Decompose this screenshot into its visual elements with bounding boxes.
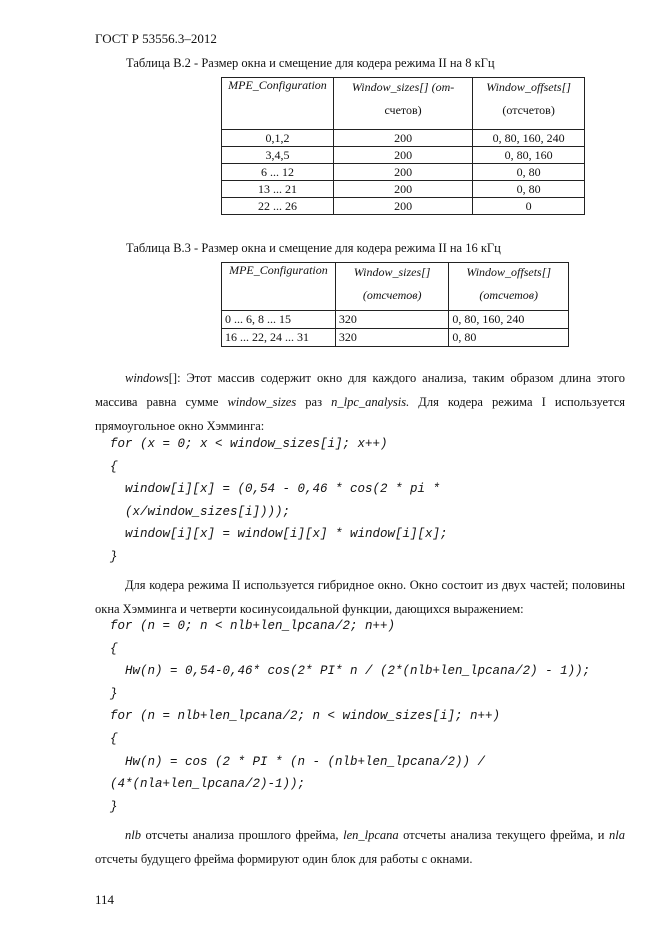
code-line: { <box>110 731 118 746</box>
table-cell: 0, 80 <box>449 329 569 347</box>
table-cell: 320 <box>335 311 449 329</box>
table-cell: 0, 80 <box>473 181 585 198</box>
code-line: window[i][x] = (0,54 - 0,46 * cos(2 * pi * <box>110 482 441 497</box>
term-len-lpcana: len_lpcana <box>343 828 399 842</box>
header-window-sizes: Window_sizes[] (от- счетов) <box>333 78 472 130</box>
table-cell: 22 ... 26 <box>222 198 334 215</box>
table-cell: 200 <box>333 198 472 215</box>
term-nlb: nlb <box>125 828 141 842</box>
table-cell: 320 <box>335 329 449 347</box>
table-cell: 0 ... 6, 8 ... 15 <box>222 311 336 329</box>
code-line: window[i][x] = window[i][x] * window[i][x]; <box>110 527 448 542</box>
term-nla: nla <box>609 828 625 842</box>
table-row <box>222 311 569 329</box>
header-window-offsets: Window_offsets[] (отсчетов) <box>449 263 569 311</box>
table-cell: 0,1,2 <box>222 130 334 147</box>
code-line: } <box>110 686 118 701</box>
term-n-lpc-analysis: n_lpc_analysis. <box>331 395 410 409</box>
code-line: } <box>110 799 118 814</box>
table-b3 <box>221 262 569 347</box>
table-row <box>222 130 585 147</box>
table-header-row <box>222 263 569 311</box>
code-line: { <box>110 459 118 474</box>
table-row <box>222 164 585 181</box>
table-b2-caption: Таблица В.2 - Размер окна и смещение для кодера режима II на 8 кГц <box>126 56 495 70</box>
table-header-row <box>222 78 585 130</box>
code-line: Hw(n) = cos (2 * PI * (n - (nlb+len_lpcana/2)) / <box>110 754 486 769</box>
code-line: (4*(nla+len_lpcana/2)-1)); <box>110 777 306 792</box>
table-cell: 200 <box>333 130 472 147</box>
table-row <box>222 329 569 347</box>
term-window-sizes: window_sizes <box>227 395 297 409</box>
page-number: 114 <box>95 892 115 907</box>
paragraph-windows: windows[]: Этот массив содержит окно для каждого анализа, таким образом длина этого массива равна сумме window_sizes раз n_lpc_analysis. Для кодера режима I используется прямоугольное окно Хэмминга: <box>95 371 625 433</box>
code-line: { <box>110 641 118 656</box>
code-block-hybrid <box>110 619 590 822</box>
header-mpe-configuration: MPE_Configuration <box>222 78 334 130</box>
table-cell: 200 <box>333 181 472 198</box>
table-cell: 13 ... 21 <box>222 181 334 198</box>
table-cell: 0, 80, 160, 240 <box>473 130 585 147</box>
term-windows: windows <box>125 371 169 385</box>
code-line: (x/window_sizes[i]))); <box>110 504 291 519</box>
paragraph-frames: nlb отсчеты анализа прошлого фрейма, len_lpcana отсчеты анализа текущего фрейма, и nla отсчеты будущего фрейма формируют один блок для работы с окнами. <box>95 828 625 866</box>
paragraph-hybrid-window: Для кодера режима II используется гибридное окно. Окно состоит из двух частей; половины окна Хэмминга и четверти косинусоидальной функции, дающихся выражением: <box>95 578 625 616</box>
code-block-hamming <box>110 437 448 573</box>
table-cell: 3,4,5 <box>222 147 334 164</box>
table-cell: 0, 80, 160 <box>473 147 585 164</box>
table-cell: 0 <box>473 198 585 215</box>
table-b2 <box>221 77 585 215</box>
header-window-sizes: Window_sizes[] (отсчетов) <box>335 263 449 311</box>
table-row <box>222 181 585 198</box>
code-line: for (x = 0; x < window_sizes[i]; x++) <box>110 437 388 451</box>
table-cell: 200 <box>333 164 472 181</box>
table-cell: 6 ... 12 <box>222 164 334 181</box>
table-row <box>222 198 585 215</box>
code-line: for (n = nlb+len_lpcana/2; n < window_sizes[i]; n++) <box>110 709 501 724</box>
table-cell: 0, 80 <box>473 164 585 181</box>
table-cell: 0, 80, 160, 240 <box>449 311 569 329</box>
header-mpe-configuration: MPE_Configuration <box>222 263 336 311</box>
document-header: ГОСТ Р 53556.3–2012 <box>95 31 217 46</box>
table-b3-caption: Таблица В.3 - Размер окна и смещение для кодера режима II на 16 кГц <box>126 241 501 255</box>
table-cell: 200 <box>333 147 472 164</box>
code-line: for (n = 0; n < nlb+len_lpcana/2; n++) <box>110 619 396 633</box>
table-row <box>222 147 585 164</box>
code-line: } <box>110 549 118 564</box>
code-line: Hw(n) = 0,54-0,46* cos(2* PI* n / (2*(nlb+len_lpcana/2) - 1)); <box>110 664 591 679</box>
header-window-offsets: Window_offsets[] (отсчетов) <box>473 78 585 130</box>
table-cell: 16 ... 22, 24 ... 31 <box>222 329 336 347</box>
